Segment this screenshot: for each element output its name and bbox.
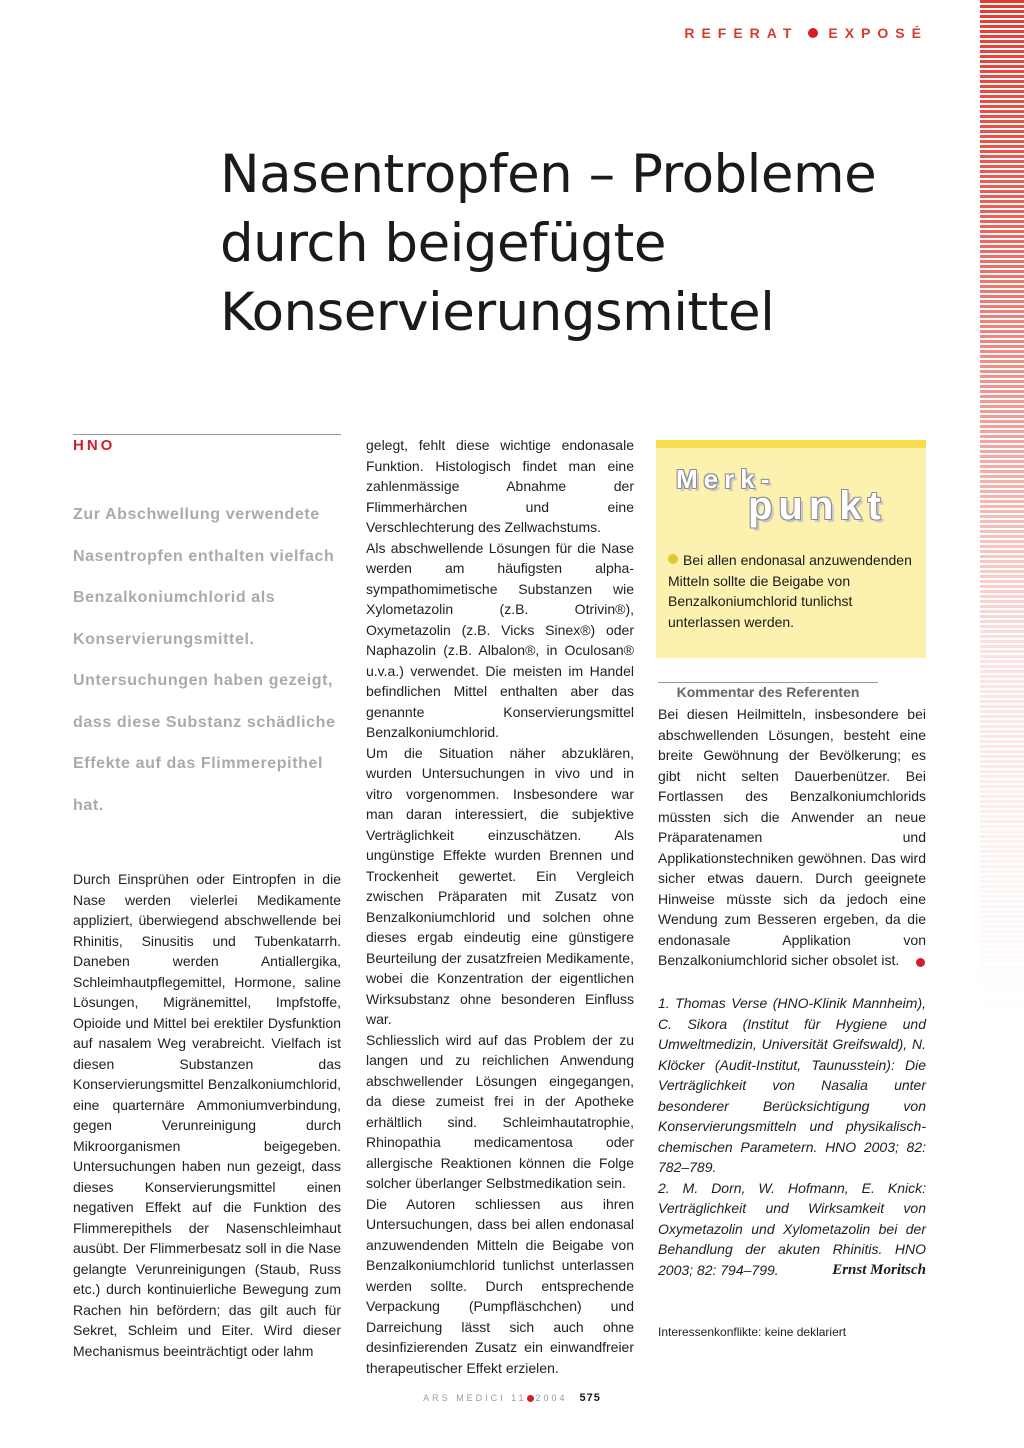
body-column-1	[73, 869, 341, 1361]
section-label	[684, 25, 928, 41]
comment-column	[658, 704, 926, 971]
footer-dot-icon	[527, 1395, 534, 1402]
merkpunkt-heading-2: punkt	[748, 484, 887, 528]
article-lead: Zur Abschwellung verwendete Nasentropfen enthalten vielfach Benzalkoniumchlorid als Konservierungsmittel. Untersuchungen haben gezeigt, dass diese Substanz schädliche Effekte auf das Flimmerepithel hat.	[73, 506, 336, 814]
merkpunkt-text-block	[668, 550, 916, 632]
comment-text: Bei diesen Heilmitteln, insbesondere bei abschwellenden Lösungen, besteht eine breite Gewöhnung der Bevölkerung; es gibt nicht selten Dauerbenützer. Bei Fortlassen des Benzalkoniumchlorids müssten sich die Anwender an neue Präparatenamen und Applikationstechniken gewöhnen. Das wird sicher etwas dauern. Durch geeignete Hinweise müsste sich da jedoch eine Wendung zum Besseren ergeben, da die endonasale Applikation von Benzalkoniumchlorid sicher obsolet ist.	[658, 706, 926, 968]
page-footer	[0, 1392, 1024, 1404]
conflict-statement: Interessenkonflikte: keine deklariert	[658, 1325, 847, 1339]
bullet-icon	[668, 554, 678, 564]
body-paragraph: gelegt, fehlt diese wichtige endonasale Funktion. Histologisch findet man eine zahlenmässige Abnahme der Flimmerhärchen und eine Verschlechterung des Zellwachstums.	[366, 437, 634, 535]
section-name: REFERAT	[684, 25, 799, 41]
body-paragraph: Als abschwellende Lösungen für die Nase werden am häufigsten alpha-sympathomimetische Substanzen wie Xylometazolin (z.B. Otrivin®), Oxymetazolin (z.B. Vicks Sinex®) oder Naphazolin (z.B. Albalon®, in Oculosan® u.v.a.) verwendet. Die meisten im Handel befindlichen Mittel enthalten aber das genannte Konservierungsmittel Benzalkoniumchlorid.	[366, 539, 634, 740]
section-name-2: EXPOSÉ	[828, 25, 928, 41]
rubric-divider	[73, 434, 341, 435]
comment-heading: Kommentar des Referenten	[676, 684, 860, 700]
body-paragraph: Schliesslich wird auf das Problem der zu langen und zu reichlichen Anwendung abschwellender Lösungen eingegangen, da diese zumeist frei in der Apotheke erhältlich sind. Schleimhautatrophie, Rhinopathia medicamentosa oder allergische Reaktionen können die Folge solcher überlanger Selbstmedikation sein.	[366, 1031, 634, 1191]
reference-item: 1. Thomas Verse (HNO-Klinik Mannheim), C. Sikora (Institut für Hygiene und Umweltmedizin, Universität Greifswald), N. Klöcker (Audit-Institut, Taunusstein): Die Verträglichkeit von Nasalia unter besonderer Berücksichtigung von Konservierungsmitteln und physikalisch-chemischen Parametern. HNO 2003; 82: 782–789.	[658, 995, 926, 1175]
reference-item: 2. M. Dorn, W. Hofmann, E. Knick: Verträglichkeit und Wirksamkeit von Oxymetazolin und Xylometazolin bei der Behandlung der akuten Rhinitis. HNO 2003; 82: 794–799.	[658, 1179, 926, 1278]
references	[658, 993, 926, 1280]
body-paragraph: Durch Einsprühen oder Eintropfen in die Nase werden vielerlei Medikamente appliziert, überwiegend abschwellende bei Rhinitis, Sinusitis und Tubenkatarrh. Daneben werden Antiallergika, Schleimhautpflegemittel, Hormone, saline Lösungen, Migränemittel, Impfstoffe, Opioide und Mittel bei erektiler Dysfunktion auf nasalem Weg verabreicht. Vielfach ist diesen Substanzen das Konservierungsmittel Benzalkoniumchlorid, eine quarternäre Ammoniumverbindung, gegen Verunreinigung durch Mikroorganismen beigegeben. Untersuchungen haben nun gezeigt, dass dieses Konservierungsmittel einen negativen Effekt auf die Funktion des Flimmerepithels der Nasenschleimhaut ausübt. Der Flimmerbesatz soll in die Nase gelangte Verunreinigungen (Staub, Russ etc.) durch kontinuierliche Bewegung zum Rachen hin befördern; das gilt auch für Sekret, Schleim und Eiter. Wird dieser Mechanismus beeinträchtigt oder lahm	[73, 871, 341, 1359]
merkpunkt-text: Bei allen endonasal anzuwendenden Mitteln sollte die Beigabe von Benzalkoniumchlorid tunlichst unterlassen werden.	[668, 552, 912, 630]
body-paragraph: Um die Situation näher abzuklären, wurden Untersuchungen in vivo und in vitro vorgenommen. Insbesondere war man daran interessiert, die subjektive Verträglichkeit einzuschätzen. Als ungünstige Effekte wurden Brennen und Trockenheit gewertet. Ein Vergleich zwischen Präparaten mit Zusatz von Benzalkoniumchlorid und solchen ohne dieses ergab eindeutig eine günstigere Beurteilung der zusatzfreien Medikamente, wobei die Konzentration der eigentlichen Wirksubstanz ohne besonderen Einfluss war.	[366, 744, 634, 1027]
end-mark-icon	[916, 958, 925, 967]
decorative-edge-fade	[980, 0, 1024, 1448]
journal-year: 2004	[535, 1393, 568, 1403]
page-number: 575	[579, 1392, 601, 1404]
body-paragraph: Die Autoren schliessen aus ihren Untersuchungen, dass bei allen endonasal anzuwendenden Mitteln die Beigabe von Benzalkoniumchlorid tunlichst unterlassen werden sollte. Durch entsprechende Verpackung (Pumpfläschchen) und Darreichung lässt sich auch ohne desinfizierenden Zusatz ein einwandfreier therapeutischer Effekt erzielen.	[366, 1195, 634, 1376]
merkpunkt-box	[656, 440, 926, 658]
body-column-2	[366, 435, 634, 1378]
journal-name: ARS MEDICI 11	[423, 1393, 527, 1403]
section-dot-icon	[808, 28, 818, 38]
rubric-label: HNO	[73, 437, 116, 454]
merkpunkt-heading-1: Merk-	[676, 464, 776, 494]
author-name: Ernst Moritsch	[832, 1262, 926, 1278]
article-title: Nasentropfen – Probleme durch beigefügte Konservierungsmittel	[220, 144, 877, 343]
comment-divider	[658, 682, 878, 683]
